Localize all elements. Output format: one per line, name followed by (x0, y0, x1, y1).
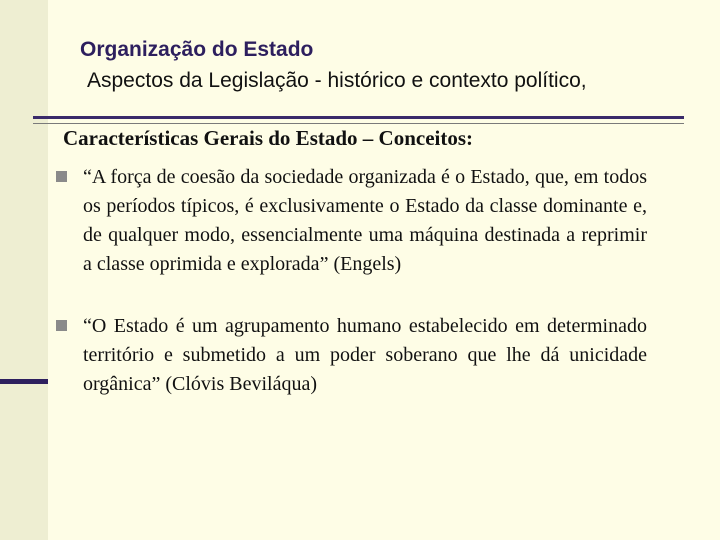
slide-title: Organização do Estado (80, 38, 314, 61)
left-accent-bar (0, 379, 48, 384)
section-heading: Características Gerais do Estado – Conceitos: (63, 126, 474, 150)
bullet-marker-icon (56, 320, 67, 331)
bullet-marker-icon (56, 171, 67, 182)
slide-subtitle: Aspectos da Legislação - histórico e contexto político, (87, 69, 587, 92)
divider-rule-thick (33, 116, 684, 119)
divider-rule-thin (33, 123, 684, 124)
left-decorative-band (0, 0, 48, 540)
bullet-text-bevilaqua: “O Estado é um agrupamento humano estabelecido em determinado território e submetido a um poder soberano que lhe dá unicidade orgânica” (Clóvis Beviláqua) (83, 315, 647, 395)
bullet-text-engels: “A força de coesão da sociedade organizada é o Estado, que, em todos os períodos típicos, é exclusivamente o Estado da classe dominante e, de qualquer modo, essencialmente uma máquina destinada a reprimir a classe oprimida e explorada” (Engels) (83, 166, 647, 275)
